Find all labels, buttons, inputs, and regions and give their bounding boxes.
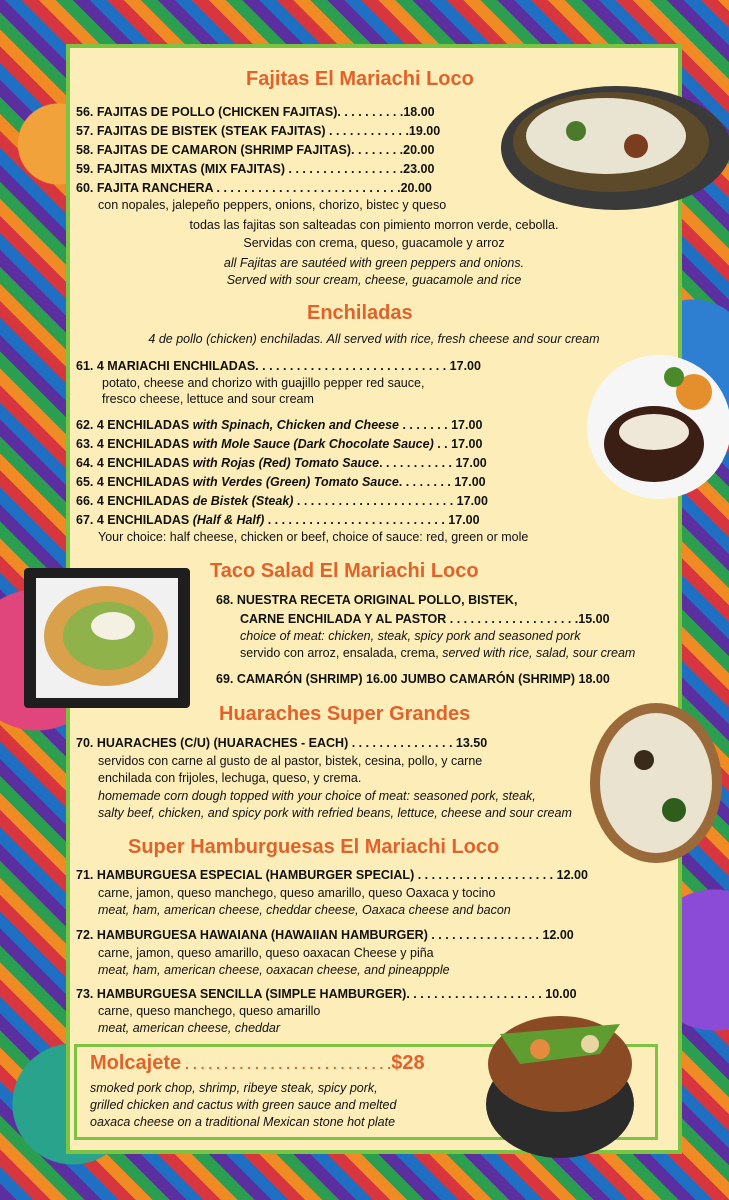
molcajete-title: Molcajete . . . . . . . . . . . . . . . . . . . . . . . . . . .$28 xyxy=(90,1052,425,1074)
taco-salad-68-desc-1: choice of meat: chicken, steak, spicy pork and seasoned pork xyxy=(240,629,581,643)
enchiladas-photo xyxy=(584,352,729,502)
fajitas-note-es-1: todas las fajitas son salteadas con pimiento morron verde, cebolla. xyxy=(189,218,559,232)
taco-salad-item-69: 69. CAMARÓN (SHRIMP) 16.00 JUMBO CAMARÓN (SHRIMP) 18.00 xyxy=(216,672,610,686)
molcajete-desc-3: oaxaca cheese on a traditional Mexican stone hot plate xyxy=(90,1115,396,1129)
fajita-item-60: 60. FAJITA RANCHERA . . . . . . . . . . . . . . . . . . . . . . . . . . .20.00 xyxy=(76,181,432,195)
huaraches-item-70: 70. HUARACHES (C/U) (HUARACHES - EACH) . . . . . . . . . . . . . . . 13.50 xyxy=(76,736,488,750)
enchilada-61-desc-2: fresco cheese, lettuce and sour cream xyxy=(102,392,314,406)
fajita-item-58: 58. FAJITAS DE CAMARON (SHRIMP FAJITAS). . . . . . . .20.00 xyxy=(76,143,435,157)
burger-72-desc-en: meat, ham, american cheese, oaxacan cheese, and pineappple xyxy=(98,963,450,977)
fajitas-note-en-1: all Fajitas are sautéed with green peppers and onions. xyxy=(223,256,525,270)
fajita-item-59: 59. FAJITAS MIXTAS (MIX FAJITAS) . . . . . . . . . . . . . . . . .23.00 xyxy=(76,162,435,176)
fajitas-title: Fajitas El Mariachi Loco xyxy=(246,68,474,90)
fajita-item-57: 57. FAJITAS DE BISTEK (STEAK FAJITAS) . . . . . . . . . . . .19.00 xyxy=(76,124,441,138)
molcajete-desc-1: smoked pork chop, shrimp, ribeye steak, spicy pork, xyxy=(90,1081,378,1095)
enchiladas-intro: 4 de pollo (chicken) enchiladas. All served with rice, fresh cheese and sour cream xyxy=(148,332,600,346)
enchiladas-choice: Your choice: half cheese, chicken or beef, choice of sauce: red, green or mole xyxy=(98,530,529,544)
molcajete-photo xyxy=(480,994,640,1164)
enchilada-item-64: 64. 4 ENCHILADAS with Rojas (Red) Tomato Sauce. . . . . . . . . . . 17.00 xyxy=(76,456,487,470)
hamburguesas-title: Super Hamburguesas El Mariachi Loco xyxy=(128,836,500,858)
burger-item-72: 72. HAMBURGUESA HAWAIANA (HAWAIIAN HAMBURGER) . . . . . . . . . . . . . . . . 12.00 xyxy=(76,928,574,942)
huaraches-desc-es-1: servidos con carne al gusto de al pastor, bistek, cesina, pollo, y carne xyxy=(98,754,483,768)
taco-salad-item-68-line1: 68. NUESTRA RECETA ORIGINAL POLLO, BISTEK, xyxy=(216,593,518,607)
enchilada-item-61: 61. 4 MARIACHI ENCHILADAS. . . . . . . . . . . . . . . . . . . . . . . . . . . . 17.00 xyxy=(76,359,481,373)
fajitas-photo xyxy=(496,76,729,224)
fajita-ranchera-desc: con nopales, jalepeño peppers, onions, chorizo, bistec y queso xyxy=(98,198,447,212)
burger-item-71: 71. HAMBURGUESA ESPECIAL (HAMBURGER SPECIAL) . . . . . . . . . . . . . . . . . . . . 12.00 xyxy=(76,868,588,882)
enchilada-61-desc-1: potato, cheese and chorizo with guajillo pepper red sauce, xyxy=(102,376,425,390)
huaraches-desc-es-2: enchilada con frijoles, lechuga, queso, y crema. xyxy=(98,771,362,785)
fajitas-note-es-2: Servidas con crema, queso, guacamole y arroz xyxy=(243,236,505,250)
huaraches-desc-en-1: homemade corn dough topped with your choice of meat: seasoned pork, steak, xyxy=(98,789,536,803)
burger-71-desc-en: meat, ham, american cheese, cheddar cheese, Oaxaca cheese and bacon xyxy=(98,903,511,917)
huaraches-photo xyxy=(584,700,729,866)
taco-salad-title: Taco Salad El Mariachi Loco xyxy=(210,560,479,582)
burger-73-desc-en: meat, american cheese, cheddar xyxy=(98,1021,281,1035)
taco-salad-photo xyxy=(18,564,196,712)
burger-73-desc-es: carne, queso manchego, queso amarillo xyxy=(98,1004,321,1018)
burger-71-desc-es: carne, jamon, queso manchego, queso amarillo, queso Oaxaca y tocino xyxy=(98,886,496,900)
taco-salad-item-68-line2: CARNE ENCHILADA Y AL PASTOR . . . . . . . . . . . . . . . . . . .15.00 xyxy=(240,612,610,626)
huaraches-title: Huaraches Super Grandes xyxy=(219,703,471,725)
enchilada-item-63: 63. 4 ENCHILADAS with Mole Sauce (Dark Chocolate Sauce) . . 17.00 xyxy=(76,437,483,451)
fajita-item-56: 56. FAJITAS DE POLLO (CHICKEN FAJITAS). . . . . . . . . .18.00 xyxy=(76,105,435,119)
burger-item-73: 73. HAMBURGUESA SENCILLA (SIMPLE HAMBURGER). . . . . . . . . . . . . . . . . . . . 10.00 xyxy=(76,987,577,1001)
enchilada-item-62: 62. 4 ENCHILADAS with Spinach, Chicken and Cheese . . . . . . . 17.00 xyxy=(76,418,483,432)
fajitas-note-en-2: Served with sour cream, cheese, guacamole and rice xyxy=(226,273,522,287)
taco-salad-68-desc-2: servido con arroz, ensalada, crema, served with rice, salad, sour cream xyxy=(240,646,636,660)
huaraches-desc-en-2: salty beef, chicken, and spicy pork with refried beans, lettuce, cheese and sour cream xyxy=(98,806,572,820)
burger-72-desc-es: carne, jamon, queso amarillo, queso oaxacan Cheese y piña xyxy=(98,946,434,960)
enchilada-item-67: 67. 4 ENCHILADAS (Half & Half) . . . . . . . . . . . . . . . . . . . . . . . . . . 17.00 xyxy=(76,513,480,527)
enchilada-item-66: 66. 4 ENCHILADAS de Bistek (Steak) . . . . . . . . . . . . . . . . . . . . . . . 17.00 xyxy=(76,494,488,508)
enchilada-item-65: 65. 4 ENCHILADAS with Verdes (Green) Tomato Sauce. . . . . . . . 17.00 xyxy=(76,475,486,489)
molcajete-desc-2: grilled chicken and cactus with green sauce and melted xyxy=(90,1098,397,1112)
enchiladas-title: Enchiladas xyxy=(307,302,413,324)
